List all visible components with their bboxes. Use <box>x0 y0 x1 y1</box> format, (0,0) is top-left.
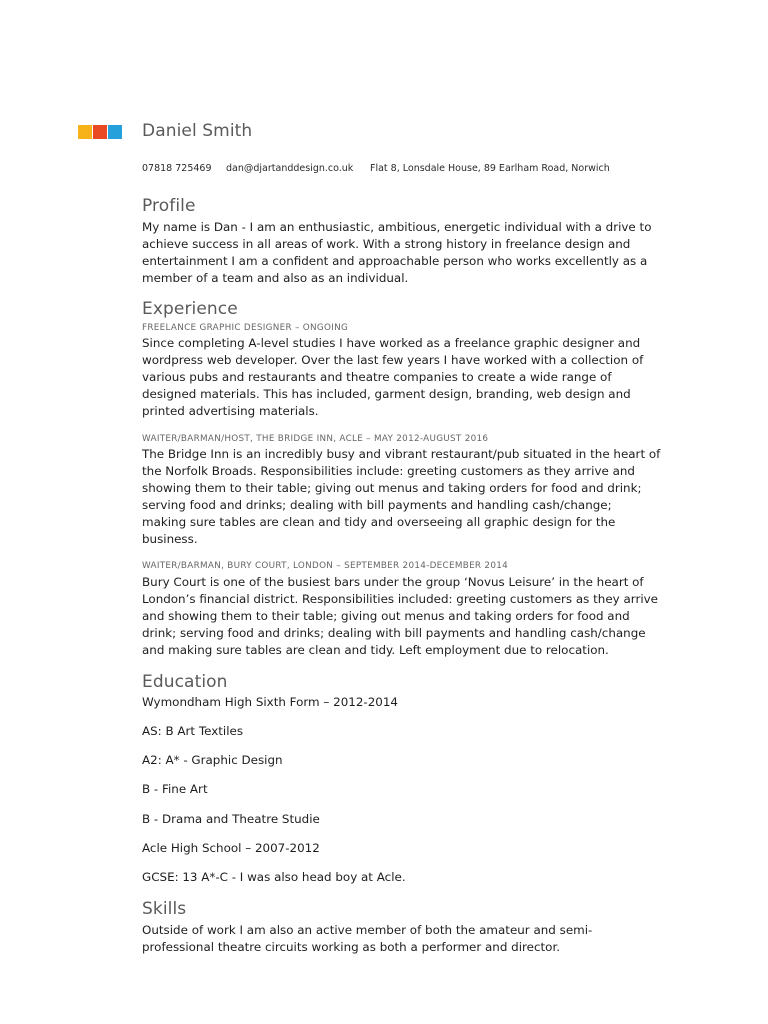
skills-text <box>142 922 662 956</box>
job-line: The Bridge Inn is an incredibly busy and vibrant restaurant/pub situated in the heart of <box>142 447 661 461</box>
logo <box>78 125 124 139</box>
education-line: AS: B Art Textiles <box>142 724 244 738</box>
logo-square-red <box>93 125 107 139</box>
education-line: Wymondham High Sixth Form – 2012-2014 <box>142 695 398 709</box>
job-title: WAITER/BARMAN, BURY COURT, LONDON – SEPTEMBER 2014-DECEMBER 2014 <box>142 561 509 571</box>
job-title: FREELANCE GRAPHIC DESIGNER – ONGOING <box>142 323 349 333</box>
education-line: Acle High School – 2007-2012 <box>142 841 320 855</box>
contact-email: dan@djartanddesign.co.uk <box>226 163 354 174</box>
contact-address: Flat 8, Lonsdale House, 89 Earlham Road, Norwich <box>370 163 610 174</box>
education-line: GCSE: 13 A*-C - I was also head boy at Acle. <box>142 870 406 884</box>
education-line: B - Fine Art <box>142 782 208 796</box>
job-line: wordpress web developer. Over the last few years I have worked with a collection of <box>142 353 644 367</box>
profile-line: entertainment I am a confident and approachable person who works excellently as a <box>142 254 648 268</box>
experience-heading: Experience <box>142 299 238 319</box>
job-line: serving food and drinks; dealing with bill payments and handling cash/change; <box>142 498 612 512</box>
job-line: business. <box>142 532 198 546</box>
job-description <box>142 335 662 420</box>
job-description <box>142 446 662 548</box>
job-line: various pubs and restaurants and theatre companies to create a wide range of <box>142 370 612 384</box>
job-line: and showing them to their table; giving out menus and taking orders for food and <box>142 609 630 623</box>
logo-square-blue <box>108 125 122 139</box>
profile-heading: Profile <box>142 196 196 216</box>
job-title: WAITER/BARMAN/HOST, THE BRIDGE INN, ACLE – MAY 2012-AUGUST 2016 <box>142 434 489 444</box>
job-line: and making sure tables are clean and tidy. Left employment due to relocation. <box>142 643 609 657</box>
job-description <box>142 574 662 659</box>
job-line: making sure tables are clean and tidy and overseeing all graphic design for the <box>142 515 616 529</box>
skills-line: Outside of work I am also an active member of both the amateur and semi- <box>142 923 593 937</box>
job-line: showing them to their table; giving out menus and taking orders for food and drink; <box>142 481 642 495</box>
contact-phone: 07818 725469 <box>142 163 212 174</box>
education-line: A2: A* - Graphic Design <box>142 753 283 767</box>
profile-line: member of a team and also as an individual. <box>142 271 409 285</box>
job-line: printed advertising materials. <box>142 404 319 418</box>
skills-heading: Skills <box>142 899 187 919</box>
candidate-name: Daniel Smith <box>142 121 253 141</box>
education-heading: Education <box>142 672 228 692</box>
job-line: drink; serving food and drinks; dealing with bill payments and handling cash/change <box>142 626 646 640</box>
profile-text <box>142 219 662 287</box>
job-line: Since completing A-level studies I have worked as a freelance graphic designer and <box>142 336 641 350</box>
job-line: designed materials. This has included, garment design, branding, web design and <box>142 387 631 401</box>
logo-square-yellow <box>78 125 92 139</box>
job-line: Bury Court is one of the busiest bars under the group ‘Novus Leisure’ in the heart of <box>142 575 644 589</box>
profile-line: My name is Dan - I am an enthusiastic, ambitious, energetic individual with a drive to <box>142 220 652 234</box>
education-line: B - Drama and Theatre Studie <box>142 812 320 826</box>
job-line: London’s financial district. Responsibilities included: greeting customers as they arrive <box>142 592 658 606</box>
skills-line: professional theatre circuits working as both a performer and director. <box>142 940 561 954</box>
job-line: the Norfolk Broads. Responsibilities include: greeting customers as they arrive and <box>142 464 635 478</box>
profile-line: achieve success in all areas of work. With a strong history in freelance design and <box>142 237 631 251</box>
